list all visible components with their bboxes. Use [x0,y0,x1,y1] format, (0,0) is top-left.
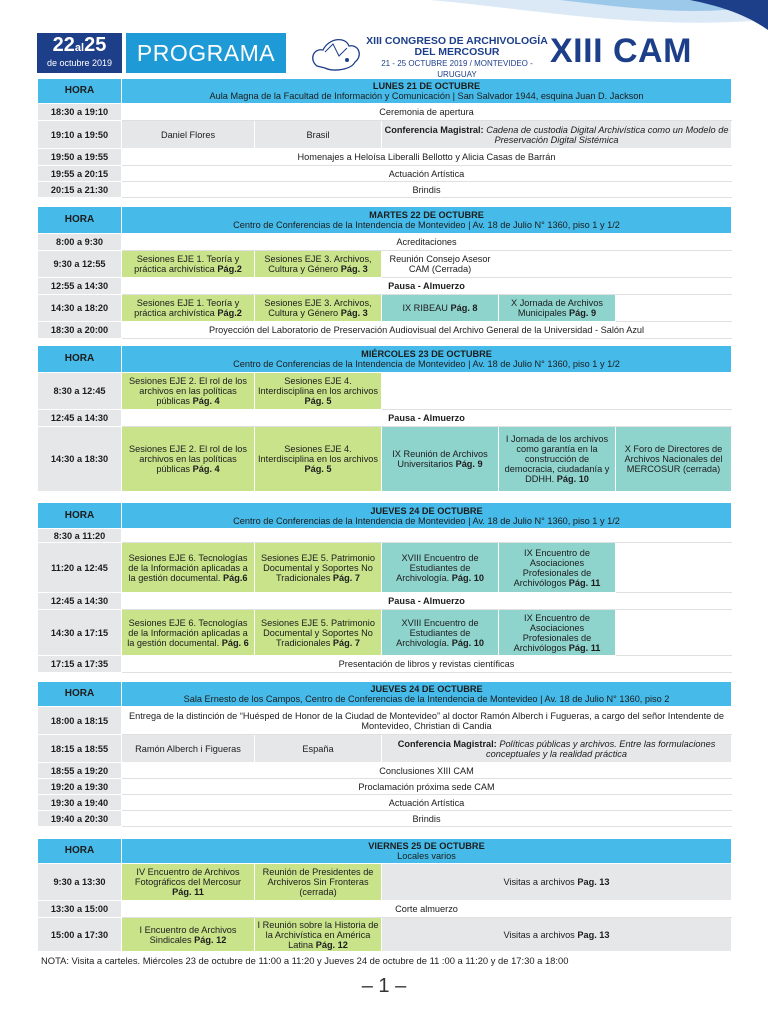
hora-header: HORA [38,839,122,864]
country-cell: Brasil [255,121,382,149]
event-cell: Presentación de libros y revistas científicas [122,656,732,673]
session-cell: Sesiones EJE 1. Teoría y práctica archivística Pág.2 [122,295,255,322]
session-cell: Sesiones EJE 4. Interdisciplina en los archivos Pág. 5 [255,427,382,492]
session-cell: IX RIBEAU Pág. 8 [382,295,499,322]
session-cell: IX Reunión de Archivos Universitarios Pág. 9 [382,427,499,492]
session-cell: Sesiones EJE 2. El rol de los archivos en las políticas públicas Pág. 4 [122,373,255,410]
session-cell: Sesiones EJE 3. Archivos, Cultura y Género Pág. 3 [255,251,382,278]
time-cell: 18:55 a 19:20 [38,763,122,779]
hora-header: HORA [38,207,122,234]
session-cell: Visitas a archivos Pag. 13 [382,864,732,901]
session-cell: I Jornada de los archivos como garantía en la construcción de democracia, ciudadanía y DDHH. Pág. 10 [499,427,616,492]
day-header: VIERNES 25 DE OCTUBRE Locales varios [122,839,732,864]
page-header [0,0,768,79]
time-cell: 18:00 a 18:15 [38,707,122,735]
time-cell: 14:30 a 17:15 [38,610,122,656]
day-header: MARTES 22 DE OCTUBRE Centro de Conferencias de la Intendencia de Montevideo | Av. 18 de Julio N° 1360, piso 1 y 1/2 [122,207,732,234]
event-cell: Acreditaciones [122,234,732,251]
event-cell: Pausa - Almuerzo [122,278,732,295]
schedule-thursday-evening [37,681,732,827]
hora-header: HORA [38,682,122,707]
congress-line3: 21 - 25 OCTUBRE 2019 / MONTEVIDEO - URUGUAY [381,59,533,79]
date-start: 22 [52,34,75,56]
session-cell: I Reunión sobre la Historia de la Archivística en América Latina Pág. 12 [255,918,382,952]
session-cell: X Jornada de Archivos Municipales Pág. 9 [499,295,616,322]
session-cell: Sesiones EJE 6. Tecnologías de la Información aplicadas a la gestión documental. Pág. 6 [122,610,255,656]
speaker-cell: Daniel Flores [122,121,255,149]
time-cell: 8:30 a 12:45 [38,373,122,410]
session-cell: X Foro de Directores de Archivos Nacionales del MERCOSUR (cerrada) [616,427,732,492]
session-cell: Sesiones EJE 5. Patrimonio Documental y Soportes No Tradicionales Pág. 7 [255,610,382,656]
schedule-tuesday [37,206,732,339]
time-cell: 17:15 a 17:35 [38,656,122,673]
time-cell: 12:55 a 14:30 [38,278,122,295]
hora-header: HORA [38,503,122,529]
time-cell: 19:10 a 19:50 [38,121,122,149]
time-cell: 14:30 a 18:30 [38,427,122,492]
time-cell: 9:30 a 12:55 [38,251,122,278]
event-cell: Conclusiones XIII CAM [122,763,732,779]
time-cell: 18:30 a 19:10 [38,104,122,121]
time-cell: 14:30 a 18:20 [38,295,122,322]
day-header: JUEVES 24 DE OCTUBRE Sala Ernesto de los Campos, Centro de Conferencias de la Intendencia de Montevideo | Av. 18 de Julio N° 1360, piso 2 [122,682,732,707]
time-cell: 19:20 a 19:30 [38,779,122,795]
time-cell: 19:30 a 19:40 [38,795,122,811]
time-cell: 9:30 a 13:30 [38,864,122,901]
congress-info [364,36,550,80]
congress-logo-icon [303,30,367,74]
time-cell: 18:30 a 20:00 [38,322,122,339]
session-cell: IV Encuentro de Archivos Fotográficos del Mercosur Pág. 11 [122,864,255,901]
empty-cell [499,251,732,278]
event-cell: Homenajes a Heloísa Liberalli Bellotto y Alicia Casas de Barrán [122,149,732,166]
session-cell: Sesiones EJE 4. Interdisciplina en los archivos Pág. 5 [255,373,382,410]
event-cell: Pausa - Almuerzo [122,593,732,610]
schedule-friday [37,838,732,952]
time-cell: 15:00 a 17:30 [38,918,122,952]
page-number: – 1 – [361,975,407,997]
date-end: 25 [84,34,107,56]
empty-cell [616,295,732,322]
time-cell: 12:45 a 14:30 [38,410,122,427]
hora-header: HORA [38,79,122,104]
congress-line2: DEL MERCOSUR [414,46,500,58]
empty-cell [382,373,732,410]
session-cell: Sesiones EJE 2. El rol de los archivos en las políticas públicas Pág. 4 [122,427,255,492]
session-cell: IX Encuentro de Asociaciones Profesionales de Archivólogos Pág. 11 [499,610,616,656]
conference-cell: Conferencia Magistral: Políticas públicas y archivos. Entre las formulaciones conceptuales y la realidad práctica [382,735,732,763]
event-cell: Corte almuerzo [122,901,732,918]
country-cell: España [255,735,382,763]
event-cell: Brindis [122,182,732,198]
empty-cell [616,543,732,593]
date-month: de octubre 2019 [46,58,113,68]
schedule-monday [37,78,732,198]
session-cell: Reunión Consejo Asesor CAM (Cerrada) [382,251,499,278]
session-cell: XVIII Encuentro de Estudiantes de Archivología. Pág. 10 [382,610,499,656]
date-al: al [74,42,85,54]
session-cell: Sesiones EJE 3. Archivos, Cultura y Género Pág. 3 [255,295,382,322]
hora-header: HORA [38,346,122,373]
congress-line1: XIII CONGRESO DE ARCHIVOLOGÍA [366,35,548,47]
speaker-cell: Ramón Alberch i Figueras [122,735,255,763]
time-cell: 8:00 a 9:30 [38,234,122,251]
footnote: NOTA: Visita a carteles. Miércoles 23 de octubre de 11:00 a 11:20 y Jueves 24 de octubre de 11 :00 a 11:20 y de 17:30 a 18:00 [41,955,569,966]
event-cell: Actuación Artística [122,795,732,811]
time-cell: 20:15 a 21:30 [38,182,122,198]
date-badge [37,33,122,73]
schedule-thursday [37,502,732,673]
time-cell: 19:40 a 20:30 [38,811,122,827]
time-cell: 19:55 a 20:15 [38,166,122,182]
empty-cell [616,610,732,656]
session-cell: Reunión de Presidentes de Archiveros Sin Fronteras (cerrada) [255,864,382,901]
brand-title: XIII CAM [550,32,692,70]
session-cell: Sesiones EJE 5. Patrimonio Documental y Soportes No Tradicionales Pág. 7 [255,543,382,593]
time-cell: 19:50 a 19:55 [38,149,122,166]
time-cell: 13:30 a 15:00 [38,901,122,918]
event-cell: Proclamación próxima sede CAM [122,779,732,795]
session-cell: I Encuentro de Archivos Sindicales Pág. 12 [122,918,255,952]
session-cell: IX Encuentro de Asociaciones Profesionales de Archivólogos Pág. 11 [499,543,616,593]
event-cell: Entrega de la distinción de “Huésped de Honor de la Ciudad de Montevideo” al doctor Ramón Alberch i Fugueras, a cargo del señor Intendente de Montevideo, Christian di Candia [122,707,732,735]
programa-title: PROGRAMA [126,33,286,73]
event-cell: Ceremonia de apertura [122,104,732,121]
time-cell: 11:20 a 12:45 [38,543,122,593]
event-cell: Actuación Artística [122,166,732,182]
schedule-wednesday [37,345,732,492]
event-cell: Proyección del Laboratorio de Preservación Audiovisual del Archivo General de la Universidad - Salón Azul [122,322,732,339]
session-cell: Sesiones EJE 1. Teoría y práctica archivística Pág.2 [122,251,255,278]
empty-cell [122,529,732,543]
day-header: LUNES 21 DE OCTUBRE Aula Magna de la Facultad de Información y Comunicación | San Salvador 1944, esquina Juan D. Jackson [122,79,732,104]
session-cell: Visitas a archivos Pag. 13 [382,918,732,952]
day-header: JUEVES 24 DE OCTUBRE Centro de Conferencias de la Intendencia de Montevideo | Av. 18 de Julio N° 1360, piso 1 y 1/2 [122,503,732,529]
session-cell: XVIII Encuentro de Estudiantes de Archivología. Pág. 10 [382,543,499,593]
conference-cell: Conferencia Magistral: Cadena de custodia Digital Archivística como un Modelo de Preservación Digital Sistémica [382,121,732,149]
day-header: MIÉRCOLES 23 DE OCTUBRE Centro de Conferencias de la Intendencia de Montevideo | Av. 18 de Julio N° 1360, piso 1 y 1/2 [122,346,732,373]
event-cell: Pausa - Almuerzo [122,410,732,427]
session-cell: Sesiones EJE 6. Tecnologías de la Información aplicadas a la gestión documental. Pág.6 [122,543,255,593]
time-cell: 8:30 a 11:20 [38,529,122,543]
time-cell: 18:15 a 18:55 [38,735,122,763]
time-cell: 12:45 a 14:30 [38,593,122,610]
event-cell: Brindis [122,811,732,827]
